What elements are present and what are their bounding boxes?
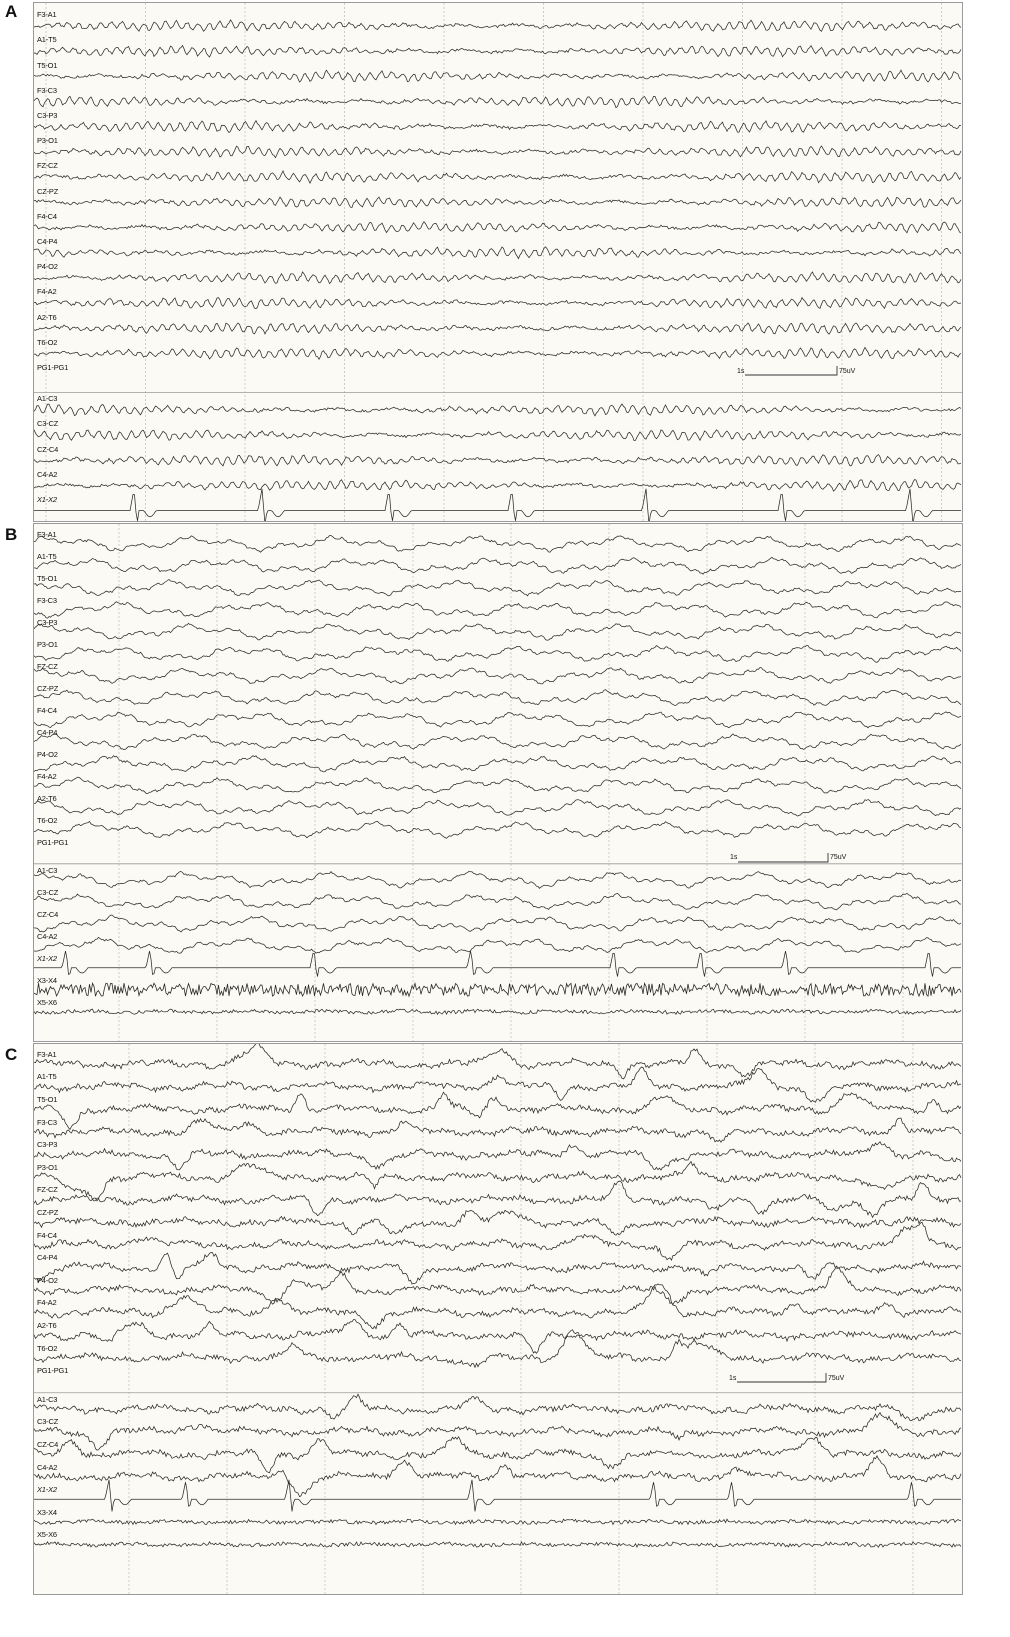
channel-label: F3-A1 [37, 1049, 57, 1059]
eeg-trace [34, 46, 961, 58]
channel-label: A1-C3 [37, 866, 58, 876]
eeg-trace [34, 1210, 961, 1235]
channel-label: CZ-C4 [37, 1440, 59, 1450]
eeg-trace [34, 623, 961, 640]
channel-label: T5-O1 [37, 60, 58, 70]
channel-label: CZ-C4 [37, 910, 59, 920]
eeg-trace [34, 197, 961, 207]
channel-label: X5-X6 [37, 998, 57, 1008]
eeg-trace [34, 893, 961, 910]
channel-label: F4-A2 [37, 772, 57, 782]
channel-label: FZ-CZ [37, 1185, 58, 1195]
panel-c-eeg [33, 1043, 963, 1595]
channel-label: A1-T5 [37, 1072, 57, 1082]
channel-label: C3-P3 [37, 618, 58, 628]
channel-label: P3-O1 [37, 1162, 58, 1172]
channel-label: FZ-CZ [37, 161, 58, 171]
eeg-trace [34, 96, 961, 107]
eeg-trace [34, 1222, 961, 1263]
eeg-trace [34, 20, 961, 31]
channel-label: F4-A2 [37, 1298, 57, 1308]
eeg-trace [34, 602, 961, 619]
eeg-trace [34, 915, 961, 932]
eeg-trace [34, 983, 961, 996]
eeg-trace [34, 734, 961, 750]
eeg-trace [34, 951, 961, 977]
channel-label: PG1-PG1 [37, 838, 69, 848]
eeg-trace [34, 1253, 961, 1285]
panel-a-traces [34, 3, 962, 521]
channel-label: X1-X2 [37, 954, 57, 964]
eeg-trace [34, 146, 961, 158]
eeg-trace [34, 171, 961, 183]
channel-label: F3-C3 [37, 85, 57, 95]
panel-c-traces [34, 1044, 962, 1594]
eeg-trace [34, 821, 961, 838]
eeg-trace [34, 1092, 961, 1129]
eeg-trace [34, 871, 961, 888]
eeg-trace [34, 1284, 961, 1329]
channel-label: F3-C3 [37, 596, 57, 606]
eeg-trace [34, 1181, 961, 1217]
channel-label: A2-T6 [37, 794, 57, 804]
channel-label: C4-P4 [37, 236, 58, 246]
eeg-trace [34, 1542, 961, 1547]
eeg-trace [34, 1162, 961, 1201]
channel-label: F3-C3 [37, 1117, 57, 1127]
eeg-trace [34, 347, 961, 359]
channel-label: T5-O1 [37, 1095, 58, 1105]
eeg-trace [34, 455, 961, 466]
channel-label: F4-A2 [37, 287, 57, 297]
eeg-trace [34, 1413, 961, 1451]
eeg-trace [34, 667, 961, 684]
eeg-trace [34, 536, 961, 553]
channel-label: PG1-PG1 [37, 362, 69, 372]
eeg-trace [34, 937, 961, 953]
channel-label: CZ-PZ [37, 1208, 59, 1218]
eeg-trace [34, 1142, 961, 1170]
channel-label: X3-X4 [37, 976, 57, 986]
scale-time-label: 1s [737, 368, 745, 375]
eeg-trace [34, 222, 961, 233]
eeg-trace [34, 1456, 961, 1497]
eeg-trace [34, 480, 961, 492]
channel-label: C3-CZ [37, 888, 59, 898]
eeg-trace [34, 404, 961, 416]
channel-label: C4-P4 [37, 728, 58, 738]
channel-label: C4-A2 [37, 932, 58, 942]
channel-label: A1-T5 [37, 35, 57, 45]
panel-a-letter: A [5, 2, 18, 21]
channel-label: X1-X2 [37, 494, 57, 504]
channel-label: CZ-C4 [37, 444, 59, 454]
eeg-trace [34, 1266, 961, 1308]
eeg-trace [34, 1320, 961, 1354]
panel-a-eeg [33, 2, 963, 522]
eeg-trace [34, 646, 961, 663]
eeg-trace [34, 712, 961, 728]
eeg-trace [34, 777, 961, 794]
scale-time-label: 1s [729, 1375, 737, 1382]
channel-label: PG1-PG1 [37, 1366, 69, 1376]
eeg-trace [34, 1519, 961, 1524]
channel-label: T5-O1 [37, 574, 58, 584]
eeg-trace [34, 489, 961, 521]
eeg-trace [34, 580, 961, 596]
channel-label: C4-A2 [37, 469, 58, 479]
channel-label: P4-O2 [37, 750, 58, 760]
eeg-trace [34, 430, 961, 441]
channel-label: X3-X4 [37, 1507, 57, 1517]
eeg-trace [34, 690, 961, 706]
eeg-trace [34, 1118, 961, 1142]
channel-label: CZ-PZ [37, 186, 59, 196]
panel-c-letter: C [5, 1045, 18, 1064]
calibration-bar [738, 853, 828, 862]
channel-label: P3-O1 [37, 640, 58, 650]
panel-b-eeg [33, 523, 963, 1042]
channel-label: F3-A1 [37, 10, 57, 20]
channel-label: T6-O2 [37, 816, 58, 826]
eeg-trace [34, 70, 961, 82]
channel-label: A1-C3 [37, 394, 58, 404]
eeg-trace [34, 800, 961, 817]
eeg-trace [34, 756, 961, 772]
channel-label: C3-P3 [37, 1140, 58, 1150]
calibration-bar [737, 1373, 826, 1382]
eeg-trace [34, 1067, 961, 1105]
channel-label: CZ-PZ [37, 684, 59, 694]
channel-label: A2-T6 [37, 1321, 57, 1331]
channel-label: X5-X6 [37, 1530, 57, 1540]
channel-label: P3-O1 [37, 136, 58, 146]
channel-label: F4-C4 [37, 706, 57, 716]
eeg-trace [34, 1009, 961, 1014]
scale-amp-label: 75uV [839, 368, 856, 375]
scale-amp-label: 75uV [828, 1375, 845, 1382]
eeg-trace [34, 247, 961, 259]
panel-b-traces [34, 524, 962, 1041]
eeg-trace [34, 1437, 961, 1473]
channel-label: F3-A1 [37, 530, 57, 540]
channel-label: T6-O2 [37, 1343, 58, 1353]
channel-label: P4-O2 [37, 1275, 58, 1285]
channel-label: C3-CZ [37, 419, 59, 429]
channel-label: A2-T6 [37, 312, 57, 322]
scale-amp-label: 75uV [830, 854, 847, 861]
channel-label: A1-T5 [37, 552, 57, 562]
channel-label: C4-A2 [37, 1462, 58, 1472]
eeg-trace [34, 298, 961, 309]
eeg-trace [34, 272, 961, 284]
channel-label: FZ-CZ [37, 662, 58, 672]
panel-b-letter: B [5, 525, 18, 544]
channel-label: T6-O2 [37, 337, 58, 347]
eeg-trace [34, 323, 961, 334]
scale-time-label: 1s [730, 854, 738, 861]
channel-label: C4-P4 [37, 1253, 58, 1263]
channel-label: P4-O2 [37, 262, 58, 272]
channel-label: A1-C3 [37, 1394, 58, 1404]
eeg-trace [34, 121, 961, 133]
eeg-trace [34, 1044, 961, 1082]
channel-label: C3-CZ [37, 1417, 59, 1427]
eeg-trace [34, 557, 961, 574]
eeg-trace [34, 1480, 961, 1512]
channel-label: C3-P3 [37, 110, 58, 120]
channel-label: F4-C4 [37, 211, 57, 221]
channel-label: X1-X2 [37, 1485, 57, 1495]
calibration-bar [745, 366, 837, 375]
eeg-trace [34, 1394, 961, 1421]
channel-label: F4-C4 [37, 1230, 57, 1240]
